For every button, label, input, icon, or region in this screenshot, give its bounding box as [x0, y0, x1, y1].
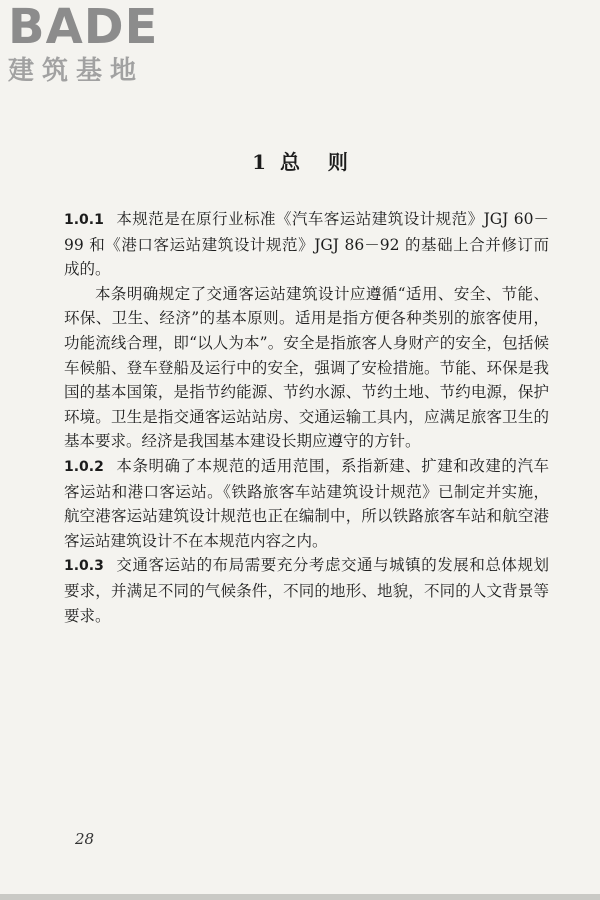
scan-bottom-edge	[0, 894, 600, 900]
clause-text: 本条明确了本规范的适用范围，系指新建、扩建和改建的汽车客运站和港口客运站。《铁路旅客车站建筑设计规范》已制定并实施，航空港客运站建筑设计规范也正在编制中，所以铁路旅客车站和航空港客运站建筑设计不在本规范内容之内。	[64, 456, 549, 550]
page-number: 28	[75, 830, 95, 848]
logo-mark: BADE	[8, 0, 159, 55]
clause-1-0-2	[64, 454, 549, 553]
clause-1-0-1	[64, 207, 549, 282]
page-content	[64, 207, 549, 628]
brand-logo	[8, 2, 178, 86]
clause-text: 交通客运站的布局需要充分考虑交通与城镇的发展和总体规划要求，并满足不同的气候条件，不同的地形、地貌，不同的人文背景等要求。	[64, 556, 549, 625]
clause-1-0-3	[64, 553, 549, 628]
clause-number: 1.0.1	[64, 212, 104, 228]
clause-number: 1.0.3	[64, 558, 104, 575]
clause-number: 1.0.2	[64, 458, 104, 475]
chapter-title: 1 总 则	[252, 150, 348, 174]
clause-text: 本规范是在原行业标准《汽车客运站建筑设计规范》JGJ 60－99 和《港口客运站建筑设计规范》JGJ 86－92 的基础上合并修订而成的。	[64, 210, 549, 279]
logo-subtitle: 建筑基地	[8, 56, 145, 86]
clause-1-0-1-explanation: 本条明确规定了交通客运站建筑设计应遵循“适用、安全、节能、环保、卫生、经济”的基本原则。适用是指方便各种类别的旅客使用，功能流线合理，即“以人为本”。安全是指旅客人身财产的安全，包括候车候船、登车登船及运行中的安全，强调了安检措施。节能、环保是我国的基本国策，是指节约能源、节约水源、节约土地、节约电源，保护环境。卫生是指交通客运站站房、交通运输工具内，应满足旅客卫生的基本要求。经济是我国基本建设长期应遵守的方针。	[64, 284, 549, 451]
